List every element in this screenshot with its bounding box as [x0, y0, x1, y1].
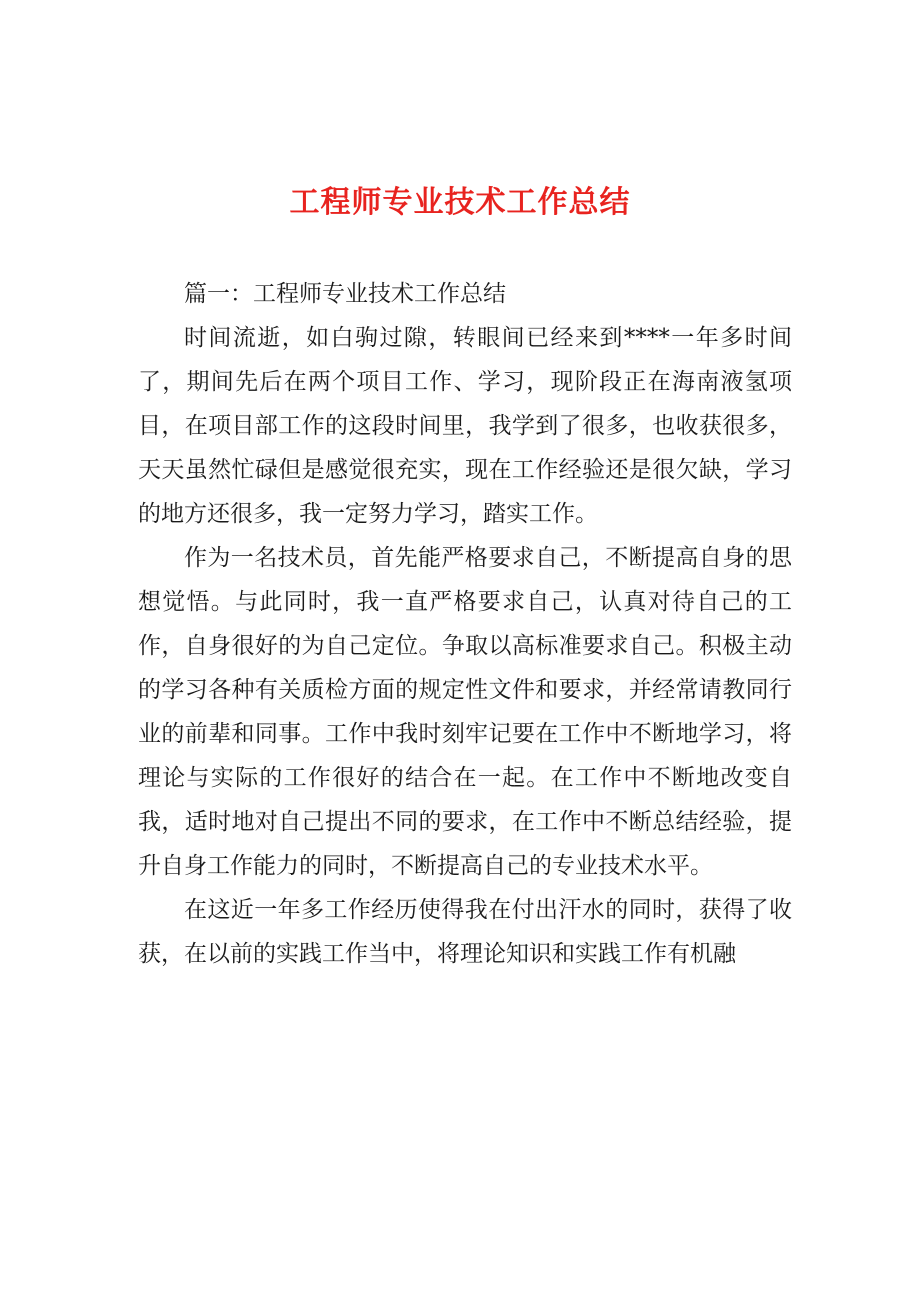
paragraph-2: 作为一名技术员，首先能严格要求自己，不断提高自身的思想觉悟。与此同时，我一直严格要求自己，认真对待自己的工作，自身很好的为自己定位。争取以高标准要求自己。积极主动的学习各种有关质检方面的规定性文件和要求，并经常请教同行业的前辈和同事。工作中我时刻牢记要在工作中不断地学习，将理论与实际的工作很好的结合在一起。在工作中不断地改变自我，适时地对自己提出不同的要求，在工作中不断总结经验，提升自身工作能力的同时，不断提高自己的专业技术水平。 — [138, 545, 792, 879]
paragraph-1: 时间流逝，如白驹过隙，转眼间已经来到****一年多时间了，期间先后在两个项目工作、学习，现阶段正在海南液氢项目，在项目部工作的这段时间里，我学到了很多，也收获很多，天天虽然忙碌但是感觉很充实，现在工作经验还是很欠缺，学习的地方还很多，我一定努力学习，踏实工作。 — [138, 325, 792, 527]
paragraph-3: 在这近一年多工作经历使得我在付出汗水的同时，获得了收获，在以前的实践工作当中，将理论知识和实践工作有机融 — [138, 897, 792, 967]
document-title: 工程师专业技术工作总结 — [289, 185, 631, 220]
document-body — [138, 272, 792, 976]
section-heading: 篇一：工程师专业技术工作总结 — [184, 281, 506, 307]
